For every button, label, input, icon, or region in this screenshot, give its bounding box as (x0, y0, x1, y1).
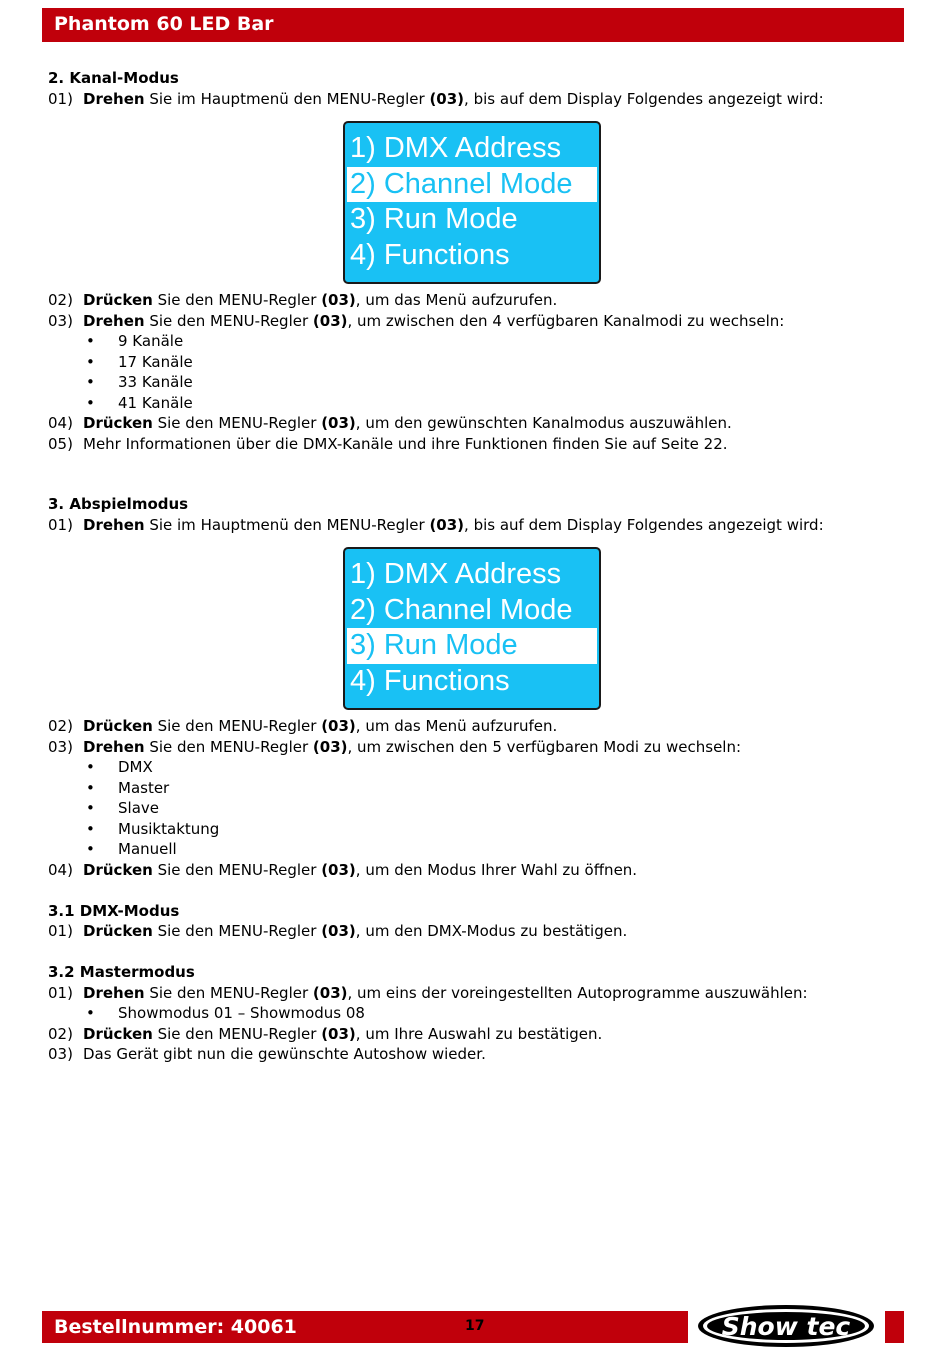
step (48, 983, 908, 1004)
step-text: Drücken Sie den MENU-Regler (03), um Ihre Auswahl zu bestätigen. (83, 1024, 603, 1043)
lcd-display (343, 121, 601, 284)
header-bar (42, 8, 904, 42)
step-number: 01) (48, 983, 73, 1002)
document-body (48, 68, 908, 1065)
step (48, 434, 908, 455)
section-heading-run-mode: 3. Abspielmodus (48, 495, 189, 513)
display-row: 4) Functions (350, 238, 510, 271)
step (48, 1044, 908, 1065)
bullet: • (86, 778, 95, 797)
display-figure (48, 109, 908, 290)
display-row: 2) Channel Mode (350, 593, 573, 626)
step (48, 290, 908, 311)
bullet: • (86, 352, 95, 371)
step-number: 01) (48, 89, 73, 108)
display-row-selected: 2) Channel Mode (347, 167, 597, 203)
step-text: Drücken Sie den MENU-Regler (03), um den gewünschten Kanalmodus auszuwählen. (83, 414, 732, 432)
step-text: Drücken Sie den MENU-Regler (03), um den Modus Ihrer Wahl zu öffnen. (83, 860, 638, 879)
step (48, 716, 908, 737)
list-item: • Slave (86, 799, 159, 817)
logo-text: Show tec (721, 1312, 851, 1341)
footer-bar-end (885, 1311, 904, 1343)
step (48, 1024, 908, 1045)
display-row: 3) Run Mode (350, 203, 518, 235)
step-number: 03) (48, 737, 73, 756)
bullet: • (86, 819, 95, 838)
display-figure (48, 535, 908, 716)
step (48, 515, 908, 536)
step-number: 05) (48, 434, 73, 453)
showtec-logo (694, 1302, 880, 1350)
step-number: 04) (48, 414, 73, 432)
lcd-display (343, 547, 601, 710)
bullet: • (86, 393, 95, 412)
step-number: 02) (48, 717, 73, 735)
step (48, 413, 908, 434)
display-row-selected: 3) Run Mode (347, 628, 597, 664)
step-number: 01) (48, 515, 73, 534)
step-number: 03) (48, 1045, 73, 1063)
bullet: • (86, 332, 95, 350)
step-text: Drehen Sie den MENU-Regler (03), um zwischen den 5 verfügbaren Modi zu wechseln: (83, 737, 742, 756)
step-number: 01) (48, 922, 73, 940)
step-number: 02) (48, 1024, 73, 1043)
bullet: • (86, 373, 95, 391)
step (48, 921, 908, 942)
section-heading-channel-mode: 2. Kanal-Modus (48, 69, 179, 87)
step-text: Drücken Sie den MENU-Regler (03), um den DMX-Modus zu bestätigen. (83, 922, 628, 940)
display-row: 1) DMX Address (350, 558, 562, 590)
step (48, 311, 908, 332)
list-item: • Manuell (86, 840, 177, 858)
step-text: Drücken Sie den MENU-Regler (03), um das Menü aufzurufen. (83, 291, 558, 309)
list-item: • 9 Kanäle (86, 332, 184, 350)
step-text: Mehr Informationen über die DMX-Kanäle und ihre Funktionen finden Sie auf Seite 22. (83, 434, 728, 453)
step (48, 89, 908, 110)
section-heading-dmx-mode: 3.1 DMX-Modus (48, 901, 180, 920)
list-item: • Master (86, 778, 170, 797)
list-item: • Showmodus 01 – Showmodus 08 (86, 1004, 365, 1022)
step-text: Drehen Sie im Hauptmenü den MENU-Regler (03), bis auf dem Display Folgendes angezeigt wird: (83, 89, 824, 108)
step-number: 04) (48, 860, 73, 879)
step-text: Drehen Sie den MENU-Regler (03), um zwischen den 4 verfügbaren Kanalmodi zu wechseln: (83, 311, 785, 330)
step-text: Drücken Sie den MENU-Regler (03), um das Menü aufzurufen. (83, 717, 558, 735)
step-text: Drehen Sie den MENU-Regler (03), um eins der voreingestellten Autoprogramme auszuwählen: (83, 983, 808, 1002)
bullet: • (86, 799, 95, 817)
step-text: Drehen Sie im Hauptmenü den MENU-Regler (03), bis auf dem Display Folgendes angezeigt wird: (83, 515, 824, 534)
bullet: • (86, 1004, 95, 1022)
display-row: 1) DMX Address (350, 132, 562, 164)
footer-bar (42, 1311, 688, 1343)
step-text: Das Gerät gibt nun die gewünschte Autoshow wieder. (83, 1045, 486, 1063)
bullet: • (86, 758, 95, 776)
order-number: Bestellnummer: 40061 (54, 1316, 297, 1338)
display-row: 4) Functions (350, 664, 510, 697)
list-item: • DMX (86, 758, 153, 776)
section-heading-master-mode: 3.2 Mastermodus (48, 963, 195, 981)
step-number: 03) (48, 311, 73, 330)
list-item: • 17 Kanäle (86, 352, 193, 371)
page-number: 17 (465, 1318, 485, 1334)
step-number: 02) (48, 291, 73, 309)
list-item: • 41 Kanäle (86, 393, 193, 412)
step (48, 860, 908, 881)
list-item: • 33 Kanäle (86, 373, 193, 391)
page-title: Phantom 60 LED Bar (54, 13, 274, 35)
showtec-logo-icon (694, 1302, 880, 1350)
list-item: • Musiktaktung (86, 819, 220, 838)
bullet: • (86, 840, 95, 858)
step (48, 737, 908, 758)
